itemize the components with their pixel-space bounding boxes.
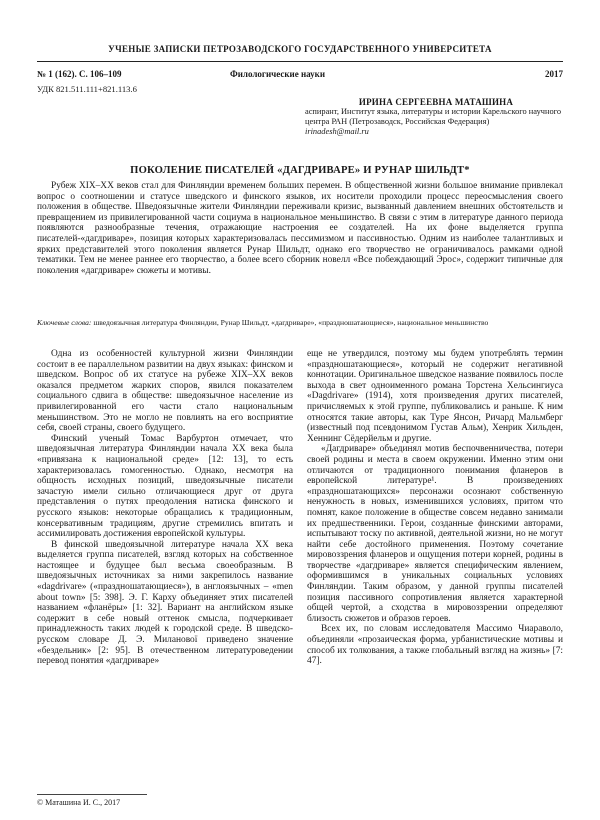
paragraph: «Дагдриваре» объединял мотив беспочвенничества, потери своей родины и места в своем окружении. Именно этим они отличаются от традиционного понимания фланеров в европейской литературе¹. В произведениях «праздношатающихся» персонажи осознают собственную ненужность в новых, изменившихся условиях, притом что помнят, какое положение в обществе совсем недавно занимали их предшественники. Герои, созданные финскими авторами, испытывают тоску по активной, деятельной жизни, но не могут найти себе достойного применения. Поэтому сочетание мировоззрения фланеров и ощущения потери корней, родины в творчестве «дагдриваре» является специфическим явлением, оформившимся в уникальных социальных условиях Финляндии. Таким образом, у данной группы писателей позиция пассивного сопротивления является характерной общей чертой, а сходства в мировоззрении определяют близость сюжетов и образов героев. (307, 444, 563, 624)
keywords (37, 318, 563, 327)
udk-code: УДК 821.511.111+821.113.6 (37, 84, 137, 94)
body-columns (37, 349, 563, 778)
journal-title: УЧЕНЫЕ ЗАПИСКИ ПЕТРОЗАВОДСКОГО ГОСУДАРСТВЕННОГО УНИВЕРСИТЕТА (108, 44, 492, 54)
header-rule (37, 61, 563, 62)
author-affiliation: аспирант, Институт языка, литературы и истории Карельского научного центра РАН (Петрозаводск, Российская Федерация) (305, 107, 562, 126)
author-block (305, 97, 567, 137)
issue-year: 2017 (545, 69, 563, 79)
paragraph: Финский ученый Томас Варбуртон отмечает, что шведоязычная литература Финляндии начала XX века была «привязана к национальной среде» [12: 13], то есть характеризовалась гомогенностью. Однако, несмотря на общность исходных позиций, шведоязычные писатели зачастую имели сильно отличающиеся друг от друга представления о путях преодоления натиска финского и русского языков: некоторые обращались к традиционным, консервативным традициям, другие стремились впитать и ассимилировать достижения европейской культуры. (37, 433, 293, 540)
abstract: Рубеж XIX–XX веков стал для Финляндии временем больших перемен. В общественной жизни большое внимание привлекал вопрос о соотношении и статусе шведского и финского языков, их носители проходили процесс переосмысления своего положения в обществе. Шведоязычные жители Финляндии переживали кризис, вызванный давлением внешних обстоятельств и превращением из привилегированной части социума в национальное меньшинство. В связи с этим в литературе данного периода появляются разнообразные течения, отражающие настроения ее создателей. На их фоне выделяется группа писателей-«дагдриваре», позиция которых характеризовалась пессимизмом и пассивностью. Одним из наиболее талантливых и ярких представителей этого поколения является Рунар Шильдт, однако его творчество не ограничивалось рамками одной тематики. Тем не менее раннее его творчество, а более всего сборник новелл «Все побеждающий Эрос», содержит типичные для поколения «дагдриваре» сюжеты и мотивы. (37, 181, 563, 276)
footnote-rule (37, 794, 147, 795)
author-email: irinadesh@mail.ru (305, 127, 369, 136)
article-title: ПОКОЛЕНИЕ ПИСАТЕЛЕЙ «ДАГДРИВАРЕ» И РУНАР ШИЛЬДТ* (130, 165, 470, 176)
keywords-list: шведоязычная литература Финляндии, Рунар Шильдт, «дагдриваре», «праздношатающиеся», национальное меньшинство (93, 318, 489, 327)
copyright: © Маташина И. С., 2017 (37, 798, 121, 807)
left-column (37, 349, 293, 667)
keywords-label: Ключевые слова: (37, 318, 92, 327)
author-name: ИРИНА СЕРГЕЕВНА МАТАШИНА (358, 97, 514, 107)
paragraph: еще не утвердился, поэтому мы будем употреблять термин «праздношатающиеся», который не содержит негативной коннотации. Оригинальное шведское название появилось после выхода в свет одноименного романа Торстена Хельсингиуса «Dagdrivare» (1914), хотя произведения других писателей, причисляемых к этой группе, публиковались и раньше. К ним относятся такие авторы, как Туре Янсон, Ричард Мальмберг (известный под псевдонимом Густав Альм), Хенрик Хильден, Хеннинг Сёдерйельм и другие. (307, 349, 563, 444)
right-column (307, 349, 563, 667)
section-name: Филологические науки (230, 69, 326, 79)
paragraph: В финской шведоязычной литературе начала XX века выделяется группа писателей, взгляд которых на собственное настоящее и будущее был весьма своеобразным. В шведоязычных источниках за ними закрепилось название «dagdrivare» («праздношатающиеся»), в англоязычных – «men about town» [5: 398]. Э. Г. Карху объединяет этих писателей названием «фланёры» [1: 32]. Вариант на английском языке содержит в себе новый оттенок смысла, подчеркивает принадлежность таких людей к городской среде. В шведско-русском словаре Д. Э. Миланової приведено значение «бездельник» [2: 95]. В отечественном литературоведении перевод понятия «дагдриваре» (37, 539, 293, 667)
paragraph: Одна из особенностей культурной жизни Финляндии состоит в ее параллельном развитии на двух языках: финском и шведском. Вопрос об их статусе на рубеже XIX–XX веков оказался предметом жарких споров, явился показателем социального сдвига в обществе: шведоязычное население из привилегированной его части стало национальным меньшинством. Это не могло не повлиять на его восприятие себя, своей страны, своего будущего. (37, 349, 293, 434)
issue-info: № 1 (162). С. 106–109 (37, 69, 122, 79)
paragraph: Всех их, по словам исследователя Массимо Чиараволо, объединяли «прозаическая форма, урбанистические мотивы и способ их толкования, а также глобальный взгляд на жизнь» [7: 47]. (307, 624, 563, 667)
